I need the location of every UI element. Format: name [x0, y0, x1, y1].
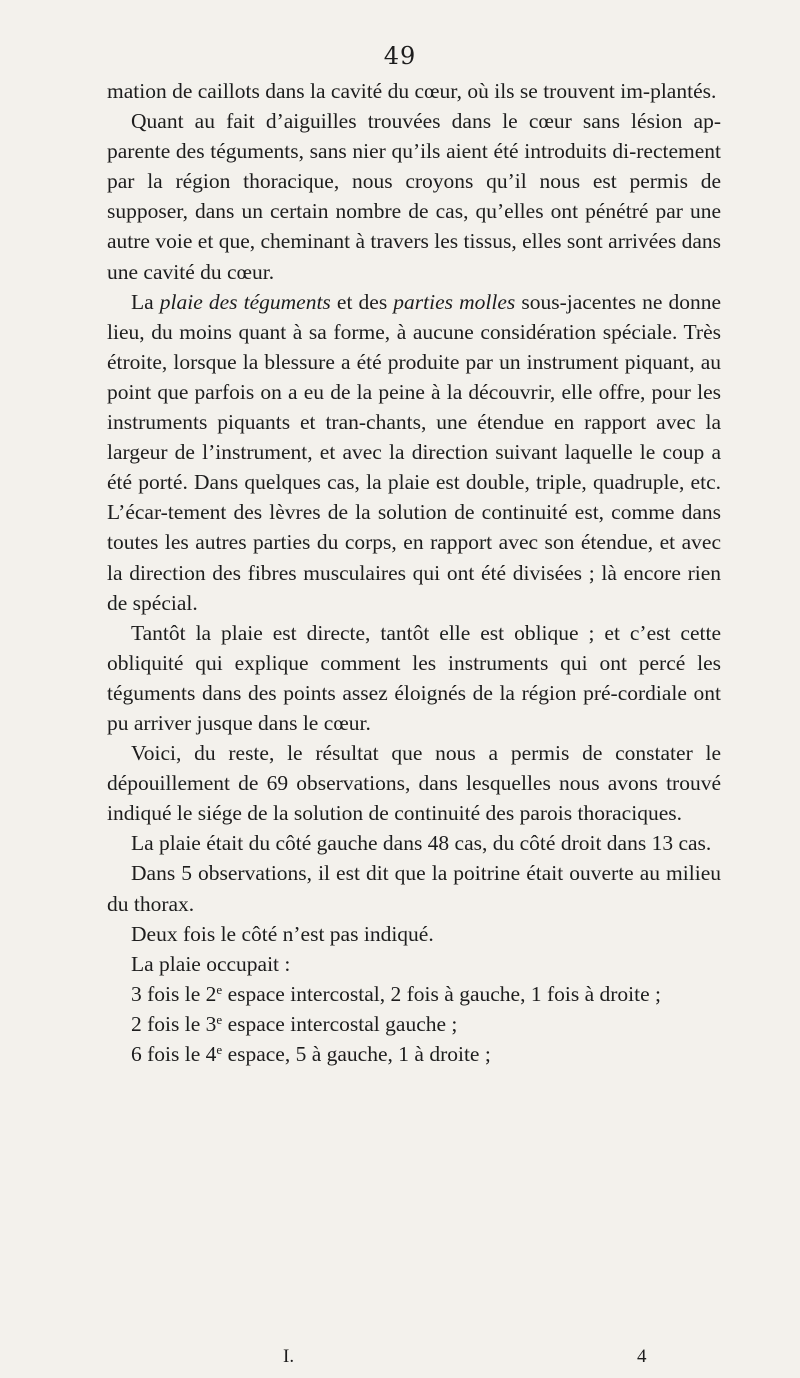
list-item: 6 fois le 4e espace, 5 à gauche, 1 à droite ;	[131, 1042, 491, 1066]
signature-mark-left: I.	[283, 1346, 295, 1367]
paragraph-side-unspecified: Deux fois le côté n’est pas indiqué.	[131, 921, 434, 946]
paragraph-list-intro: La plaie occupait :	[131, 951, 291, 976]
paragraph-text-segment: et des	[330, 289, 394, 314]
paragraph-needles: Quant au fait d’aiguilles trouvées dans le cœur sans lésion ap-parente des téguments, sans nier qu’ils aient été introduits di-rectement par la région thoracique, nous croyons qu’il nous est permis de supposer, dans un certain nombre de cas, qu’elles ont pénétré par une autre voie et que, cheminant à travers les tissus, elles sont arrivées dans une cavité du cœur.	[107, 109, 721, 284]
paragraph-observations: Voici, du reste, le résultat que nous a permis de constater le dépouillement de 69 observations, dans lesquelles nous avons trouvé indiqué le siége de la solution de continuité des parois thoraciques.	[107, 741, 721, 826]
paragraph-wound-description	[107, 287, 721, 618]
page-footer	[107, 1346, 721, 1372]
body-text	[107, 76, 721, 1069]
page-number: 49	[383, 42, 417, 70]
italic-term-teguments: plaie des téguments	[159, 289, 331, 314]
list-item: 3 fois le 2e espace intercostal, 2 fois à gauche, 1 fois à droite ;	[131, 981, 661, 1006]
signature-mark-right: 4	[637, 1346, 647, 1367]
paragraph-left-right: La plaie était du côté gauche dans 48 cas, du côté droit dans 13 cas.	[131, 831, 712, 856]
paragraph-middle-thorax: Dans 5 observations, il est dit que la poitrine était ouverte au milieu du thorax.	[107, 861, 721, 916]
italic-term-soft-parts: parties molles	[393, 289, 516, 314]
paragraph-text-segment: sous-jacentes ne donne lieu, du moins quant à sa forme, à aucune considération spéciale. Très étroite, lorsque la blessure a été produite par un instrument piquant, au point que parfois on a eu de la peine à la découvrir, elle offre, pour les instruments piquants et tran-chants, une étendue en rapport avec la largeur de l’instrument, et avec la direction suivant laquelle le coup a été porté. Dans quelques cas, la plaie est double, triple, quadruple, etc. L’écar-tement des lèvres de la solution de continuité est, comme dans toutes les autres parties du corps, en rapport avec son étendue, et avec la direction des fibres musculaires qui ont été divisées ; là encore rien de spécial.	[107, 289, 722, 615]
paragraph-text-segment: La	[131, 289, 160, 314]
paragraph-continuation: mation de caillots dans la cavité du cœur, où ils se trouvent im-plantés.	[107, 79, 717, 103]
paragraph-obliquity: Tantôt la plaie est directe, tantôt elle est oblique ; et c’est cette obliquité qui explique comment les instruments qui ont percé les téguments dans des points assez éloignés de la région pré-cordiale ont pu arriver jusque dans le cœur.	[107, 620, 721, 735]
list-item: 2 fois le 3e espace intercostal gauche ;	[131, 1011, 458, 1036]
